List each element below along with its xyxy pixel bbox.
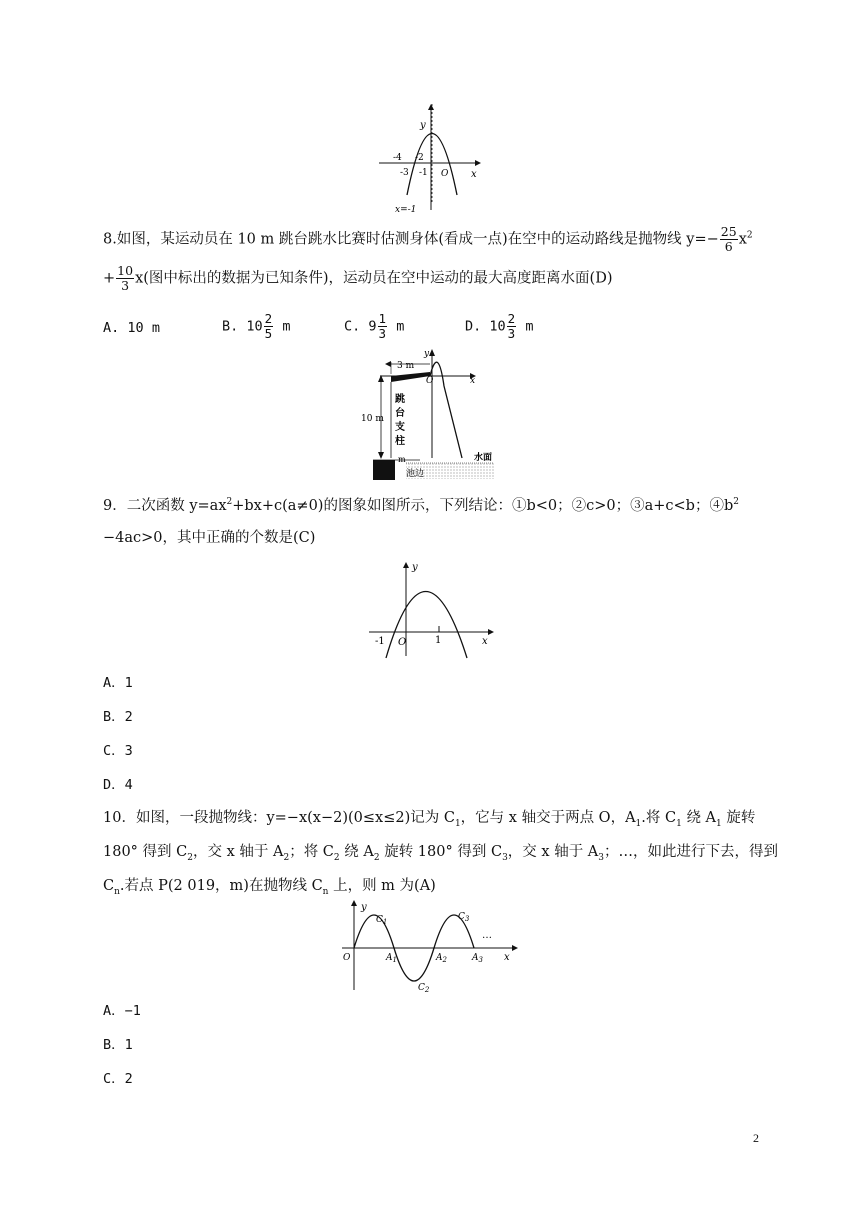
q8-option-a[interactable] xyxy=(103,318,160,338)
frac-num: 2 xyxy=(507,311,516,326)
q8-fig-pillar-char: 柱 xyxy=(395,436,405,447)
q8-option-b[interactable] xyxy=(222,312,290,341)
q8-frac-num: 25 xyxy=(720,224,737,239)
q10-stem-part: 旋转 180° 得到 C xyxy=(379,844,503,860)
q8-line2 xyxy=(103,264,613,293)
option-letter: D. xyxy=(465,318,482,335)
option-value: 10 xyxy=(489,318,506,335)
q8-option-d[interactable] xyxy=(465,312,533,341)
q10-line3: $C_n$.若点 P(2 019，m)在抛物线 $C_n$ 上，则 m 为(A) xyxy=(103,878,436,897)
q10-fig-c3: $C_3$ xyxy=(458,912,470,923)
option-letter: B. xyxy=(222,318,239,335)
q9-fig-origin: O xyxy=(398,637,407,648)
q10-option-b[interactable]: B．1 xyxy=(103,1037,133,1053)
q8-fraction xyxy=(116,264,134,293)
q8-frac-den: 3 xyxy=(121,278,130,293)
q10-stem-part: 10．如图，一段抛物线：y=−x(x−2)(0≤x≤2)记为 C xyxy=(103,810,455,826)
q10-fig-a1: $A_1$ xyxy=(386,953,397,964)
q10-fig-c2: $C_2$ xyxy=(418,983,430,994)
q10-stem-part: C xyxy=(103,878,115,894)
q10-fig-x: x xyxy=(504,952,510,963)
fig7-symmetry-label: x=-1 xyxy=(395,205,417,215)
q8-fig-pillar-char: 台 xyxy=(395,408,405,419)
q10-stem-part: .若点 P(2 019，m)在抛物线 C xyxy=(119,878,323,894)
page-number: 2 xyxy=(753,1131,759,1145)
fig7-bot-label: -3 xyxy=(400,168,409,178)
q10-fig-a3: $A_3$ xyxy=(472,953,483,964)
q8-fig-origin: O xyxy=(426,376,434,386)
q9-option-d[interactable]: D．4 xyxy=(103,777,133,793)
q8-fig-y: y xyxy=(424,349,430,359)
option-value: 9 xyxy=(368,318,377,335)
fig7-x-label: x xyxy=(471,169,477,180)
q8-fig-pool: 池边 xyxy=(406,469,425,479)
q10-fig-dots: … xyxy=(482,930,492,941)
q8-fig-1m: m xyxy=(398,455,406,464)
q9-fig-x: x xyxy=(482,636,488,647)
option-unit: m xyxy=(151,320,160,336)
q8-stem-part: 8.如图，某运动员在 10 m 跳台跳水比赛时估测身体(看成一点)在空中的运动路线是抛物线 y=− xyxy=(103,231,719,248)
q10-stem-part: ；…，如此进行下去，得到 xyxy=(604,844,779,860)
q9-option-a[interactable]: A．1 xyxy=(103,675,133,691)
q9-fig-neg1: -1 xyxy=(375,636,385,647)
q10-stem-part: ，它与 x 轴交于两点 O，A xyxy=(460,810,636,826)
q10-fig-y: y xyxy=(361,902,367,913)
option-unit: m xyxy=(396,318,405,335)
frac-num: 2 xyxy=(264,311,273,326)
figure-q9-parabola xyxy=(365,560,500,660)
frac-den: 3 xyxy=(378,326,387,341)
fig7-bot-label: -1 xyxy=(419,168,428,178)
q9-line1: 9．二次函数 $y=ax^2+bx+c(a\ne 0)$的图象如图所示，下列结论：①b<0；②c>0；③a+c<b；$④b^2$ xyxy=(103,497,739,514)
q9-option-b[interactable]: B．2 xyxy=(103,709,133,725)
q10-stem-part: 180° 得到 C xyxy=(103,844,188,860)
q10-option-c[interactable]: C．2 xyxy=(103,1071,133,1087)
q9-option-c[interactable]: C．3 xyxy=(103,743,133,759)
option-fraction xyxy=(264,312,274,341)
q9-stem-part: −4ac>0，其中正确的个数是(C) xyxy=(103,530,316,546)
frac-den: 5 xyxy=(264,326,273,341)
q9-fig-one: 1 xyxy=(435,635,442,646)
q10-line1: 10．如图，一段抛物线：y=−x(x−2)(0≤x≤2)记为 $C_1$，它与 x 轴交于两点 O，$A_1$.将 $C_1$ 绕 $A_1$ 旋转 xyxy=(103,810,756,829)
option-letter: A. xyxy=(103,320,120,336)
q8-fig-3m: 3 m xyxy=(397,361,415,371)
q9-stem-part: 9．二次函数 y=ax xyxy=(103,498,227,514)
q10-stem-part: 旋转 xyxy=(721,810,756,826)
q10-stem-part: 绕 A xyxy=(681,810,717,826)
option-unit: m xyxy=(525,318,534,335)
q10-fig-origin: O xyxy=(343,953,351,963)
option-value: 10 xyxy=(127,320,144,336)
figure-q8-diving xyxy=(360,346,505,480)
q10-option-a[interactable]: A．−1 xyxy=(103,1003,141,1019)
option-fraction xyxy=(378,312,388,341)
q8-frac-num: 10 xyxy=(117,263,134,278)
option-value: 10 xyxy=(246,318,263,335)
q8-stem-part: x(图中标出的数据为已知条件)，运动员在空中运动的最大高度距离水面(D) xyxy=(135,270,613,287)
q8-fig-pillar-char: 跳 xyxy=(395,394,405,405)
figure-q7-parabola xyxy=(375,100,485,215)
q9-line2 xyxy=(103,528,315,548)
frac-num: 1 xyxy=(378,311,387,326)
q10-stem-part: ，交 x 轴于 A xyxy=(507,844,599,860)
q8-option-c[interactable] xyxy=(344,312,404,341)
option-unit: m xyxy=(282,318,291,335)
q8-line1: 8.如图，某运动员在 10 m 跳台跳水比赛时估测身体(看成一点)在空中的运动路线是抛物线 y=− $\frac{25}{6}$ $x^2$ xyxy=(103,224,753,254)
q8-fraction xyxy=(720,225,738,254)
q8-fig-10m: 10 m xyxy=(361,414,384,424)
q8-fig-x: x xyxy=(470,376,476,386)
q9-stem-part: +bx+c(a≠0)的图象如图所示，下列结论：①b<0；②c>0；③a+c<b；④b xyxy=(232,498,734,514)
q8-fig-water: 水面 xyxy=(474,453,493,463)
fig7-top-label: -2 xyxy=(415,153,424,163)
q10-stem-part: 绕 A xyxy=(339,844,374,860)
fig7-y-label: y xyxy=(420,120,426,131)
fig7-top-label: -4 xyxy=(393,153,402,163)
q8-frac-den: 6 xyxy=(724,239,733,254)
frac-den: 3 xyxy=(507,326,516,341)
figure-q10-sine-parabolas xyxy=(332,898,522,994)
q10-fig-c1: $C_1$ xyxy=(376,915,388,926)
fig7-origin-label: O xyxy=(441,169,449,179)
option-fraction xyxy=(507,312,517,341)
q10-stem-part: ；将 C xyxy=(289,844,334,860)
q10-stem-part: 上，则 m 为(A) xyxy=(328,878,436,894)
q10-stem-part: .将 C xyxy=(641,810,677,826)
q8-stem-part: x xyxy=(738,231,747,248)
q8-stem-part: + xyxy=(103,270,116,287)
q8-fig-pillar-char: 支 xyxy=(395,422,405,433)
q10-line2: 180° 得到 $C_2$，交 x 轴于 $A_2$；将 $C_2$ 绕 $A_2$ 旋转 180° 得到 $C_3$，交 x 轴于 $A_3$；…，如此进行下去，得到 xyxy=(103,844,779,863)
option-letter: C. xyxy=(344,318,361,335)
q10-stem-part: ，交 x 轴于 A xyxy=(192,844,284,860)
q10-fig-a2: $A_2$ xyxy=(436,953,447,964)
q9-fig-y: y xyxy=(412,562,418,573)
